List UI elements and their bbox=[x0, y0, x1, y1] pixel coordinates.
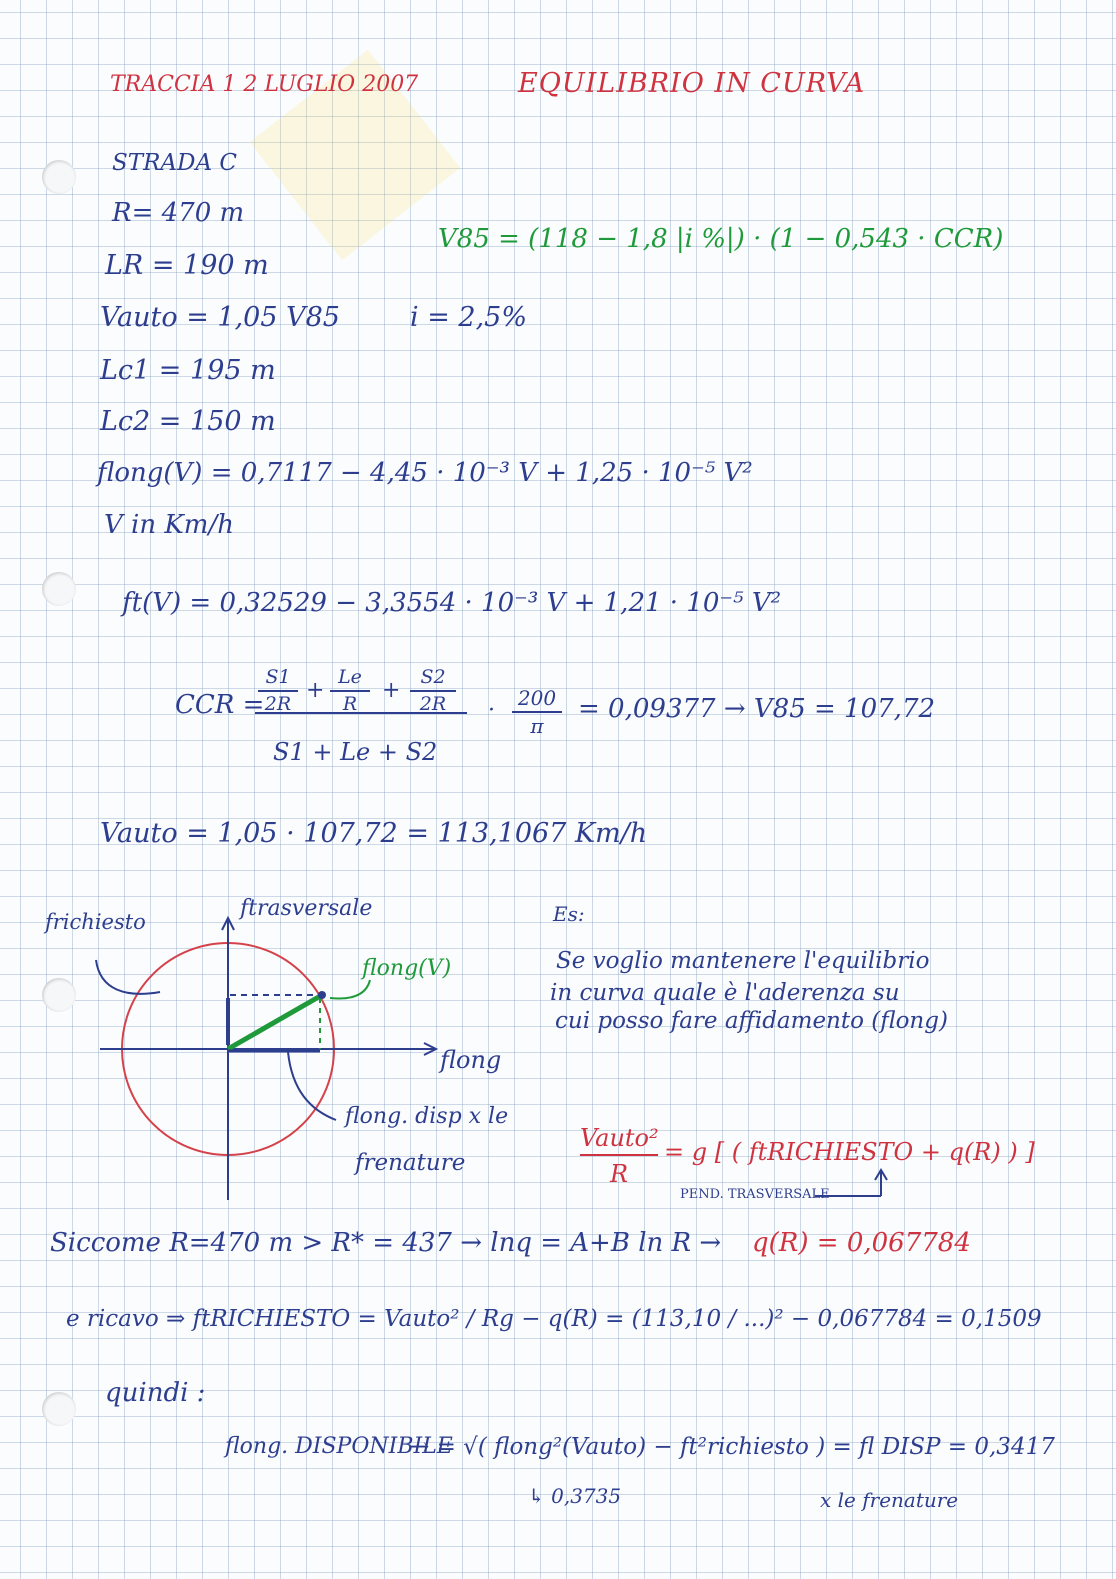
flong-disponibile-formula: → = √( flong²(Vauto) − ft²richiesto ) = fl DISP = 0,3417 bbox=[410, 1434, 1055, 1460]
v-units-line: V in Km/h bbox=[104, 510, 234, 540]
binder-hole bbox=[42, 572, 76, 606]
frenature-label: frenature bbox=[355, 1150, 466, 1176]
binder-hole bbox=[42, 1392, 76, 1426]
ccr-fraction-bar bbox=[255, 712, 467, 714]
equilibrium-lhs: Vauto² R bbox=[580, 1124, 659, 1188]
ccr-term-2: $\frac{Le}{R}$ bbox=[330, 668, 370, 714]
ft-formula: ft(V) = 0,32529 − 3,3554 · 10⁻³ V + 1,21 · 10⁻⁵ V² bbox=[122, 588, 782, 618]
binder-hole bbox=[42, 160, 76, 194]
pend-trasversale-note: PEND. TRASVERSALE bbox=[680, 1187, 830, 1202]
ccr-result: = 0,09377 → V85 = 107,72 bbox=[578, 694, 936, 724]
ricavo-line: e ricavo ⇒ ftRICHIESTO = Vauto² / Rg − q(R) = (113,10 / ...)² − 0,067784 = 0,1509 bbox=[66, 1306, 1042, 1332]
q-r-result: q(R) = 0,067784 bbox=[752, 1228, 971, 1258]
ccr-lhs: CCR = bbox=[175, 690, 265, 720]
flong-vauto-value: ↳ 0,3735 bbox=[528, 1484, 622, 1508]
vauto-calc: Vauto = 1,05 · 107,72 = 113,1067 Km/h bbox=[100, 818, 648, 849]
flong-formula: flong(V) = 0,7117 − 4,45 · 10⁻³ V + 1,25 · 10⁻⁵ V² bbox=[97, 458, 753, 488]
ccr-factor: $\frac{200}{\pi}$ bbox=[512, 688, 562, 736]
f-richiesto-label: frichiesto bbox=[45, 910, 146, 934]
plus-sign: + bbox=[382, 678, 401, 703]
example-line-3: cui posso fare affidamento (flong) bbox=[555, 1008, 948, 1034]
equilibrium-rhs: = g [ ( ftRICHIESTO + q(R) ) ] bbox=[664, 1138, 1035, 1166]
axis-y-label: ftrasversale bbox=[240, 896, 373, 921]
header-trace-date: TRACCIA 1 2 LUGLIO 2007 bbox=[110, 72, 419, 97]
note-arrow bbox=[815, 1168, 895, 1202]
vauto-line: Vauto = 1,05 V85 bbox=[100, 302, 340, 333]
lr-line: LR = 190 m bbox=[105, 250, 269, 281]
header-title: EQUILIBRIO IN CURVA bbox=[518, 68, 866, 99]
strada-line: STRADA C bbox=[112, 150, 237, 176]
axis-x-label: flong bbox=[440, 1046, 502, 1074]
slope-line: i = 2,5% bbox=[410, 302, 528, 333]
v85-formula: V85 = (118 − 1,8 |i %|) · (1 − 0,543 · CCR) bbox=[438, 224, 1004, 254]
frenature-note: x le frenature bbox=[820, 1488, 959, 1512]
plus-sign: + bbox=[306, 678, 325, 703]
ccr-term-3: $\frac{S2}{2R}$ bbox=[410, 668, 456, 714]
lc2-line: Lc2 = 150 m bbox=[100, 406, 276, 437]
flong-v-label: flong(V) bbox=[362, 956, 452, 981]
dot-sign: · bbox=[488, 698, 495, 723]
quindi-label: quindi : bbox=[105, 1378, 206, 1408]
flong-disponibile-lhs: flong. DISPONIBILE bbox=[225, 1434, 453, 1459]
lc1-line: Lc1 = 195 m bbox=[100, 355, 276, 386]
ccr-denominator: S1 + Le + S2 bbox=[273, 738, 438, 766]
example-line-1: Se voglio mantenere l'equilibrio bbox=[556, 948, 930, 974]
example-label: Es: bbox=[553, 902, 585, 926]
example-line-2: in curva quale è l'aderenza su bbox=[550, 980, 900, 1006]
ccr-term-1: $\frac{S1}{2R}$ bbox=[258, 668, 298, 714]
radius-line: R= 470 m bbox=[112, 198, 245, 228]
flong-disp-label: flong. disp x le bbox=[345, 1104, 509, 1129]
siccome-line: Siccome R=470 m > R* = 437 → lnq = A+B ln R → bbox=[50, 1228, 722, 1258]
